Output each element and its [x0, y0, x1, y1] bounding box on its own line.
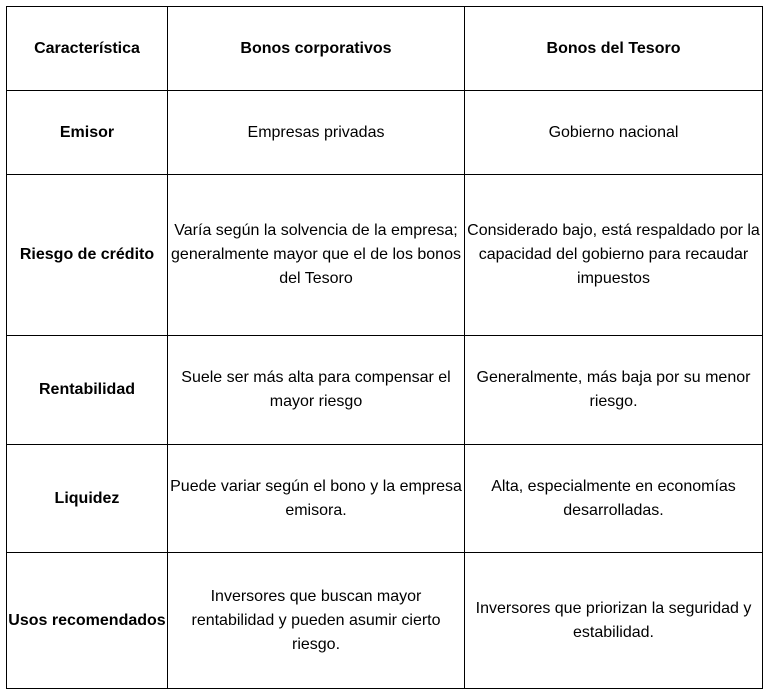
comparison-table	[6, 6, 763, 689]
table-row	[7, 175, 763, 336]
table-row	[7, 91, 763, 175]
cell-corporativos-usos: Inversores que buscan mayor rentabilidad y pueden asumir cierto riesgo.	[168, 553, 465, 689]
cell-tesoro-rentabilidad: Generalmente, más baja por su menor riesgo.	[465, 336, 763, 445]
cell-corporativos-emisor: Empresas privadas	[168, 91, 465, 175]
row-label-rentabilidad: Rentabilidad	[7, 336, 168, 445]
cell-tesoro-usos: Inversores que priorizan la seguridad y estabilidad.	[465, 553, 763, 689]
table-row	[7, 336, 763, 445]
cell-corporativos-rentabilidad: Suele ser más alta para compensar el mayor riesgo	[168, 336, 465, 445]
cell-tesoro-liquidez: Alta, especialmente en economías desarrolladas.	[465, 445, 763, 553]
row-label-usos: Usos recomendados	[7, 553, 168, 689]
header-bonos-corporativos: Bonos corporativos	[168, 7, 465, 91]
cell-tesoro-riesgo: Considerado bajo, está respaldado por la capacidad del gobierno para recaudar impuestos	[465, 175, 763, 336]
table-row	[7, 445, 763, 553]
table-header-row	[7, 7, 763, 91]
table-row	[7, 553, 763, 689]
row-label-liquidez: Liquidez	[7, 445, 168, 553]
header-caracteristica: Característica	[7, 7, 168, 91]
row-label-riesgo: Riesgo de crédito	[7, 175, 168, 336]
row-label-emisor: Emisor	[7, 91, 168, 175]
cell-corporativos-riesgo: Varía según la solvencia de la empresa; generalmente mayor que el de los bonos del Tesoro	[168, 175, 465, 336]
cell-corporativos-liquidez: Puede variar según el bono y la empresa emisora.	[168, 445, 465, 553]
cell-tesoro-emisor: Gobierno nacional	[465, 91, 763, 175]
header-bonos-tesoro: Bonos del Tesoro	[465, 7, 763, 91]
